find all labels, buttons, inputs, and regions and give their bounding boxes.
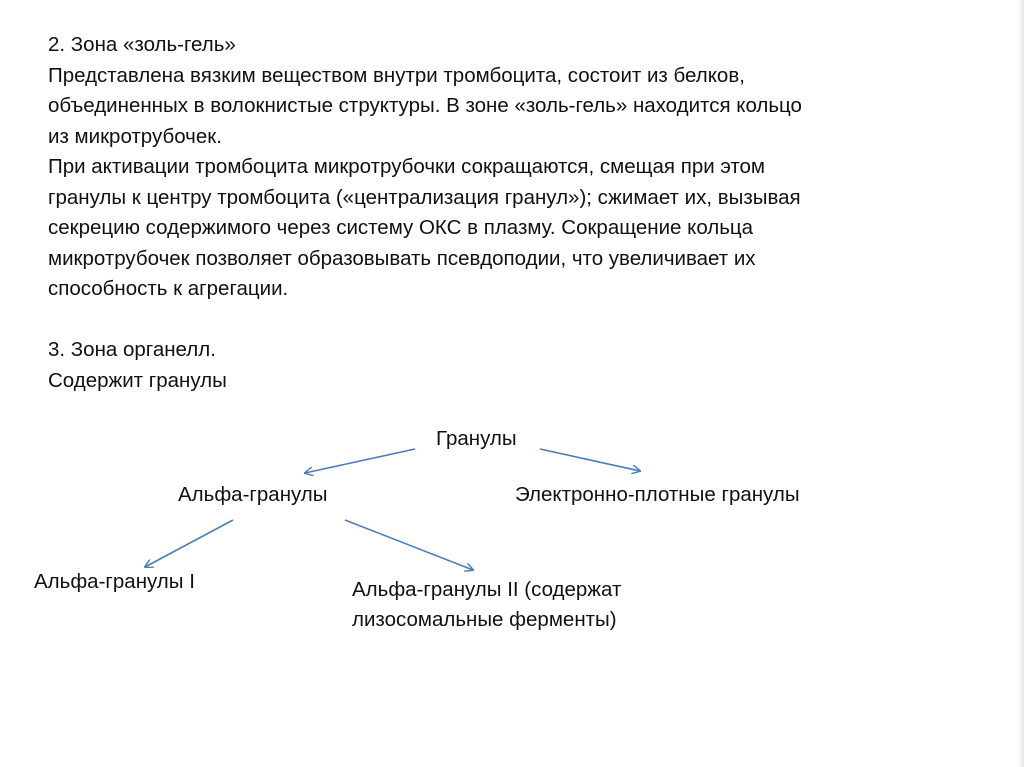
diagram-node-dense: Электронно-плотные гранулы <box>515 483 800 506</box>
diagram-node-alpha1: Альфа-гранулы I <box>34 570 195 593</box>
arrow-root-to-alpha <box>305 449 415 473</box>
diagram-node-alpha: Альфа-гранулы <box>178 483 328 506</box>
section2-heading: 2. Зона «золь-гель» <box>48 33 236 56</box>
section2-paragraph1: Представлена вязким веществом внутри тромбоцита, состоит из белков, объединенных в волокнистые структуры. В зоне «золь-гель» находится кольцо из микротрубочек. <box>48 63 802 148</box>
diagram-node-alpha2: Альфа-гранулы II (содержат лизосомальные ферменты) <box>352 578 622 631</box>
section3-heading: 3. Зона органелл. <box>48 338 216 361</box>
section2-paragraph2: При активации тромбоцита микротрубочки сокращаются, смещая при этом гранулы к центру тромбоцита («централизация гранул»); сжимает их, вызывая секрецию содержимого через систему ОКС в плазму. Сокращение кольца микротрубочек позволяет образовывать псевдоподии, что увеличивает их способность к агрегации. <box>48 155 801 300</box>
section3-subheading: Содержит гранулы <box>48 368 227 392</box>
arrow-root-to-dense <box>540 449 640 471</box>
arrow-alpha-to-alpha1 <box>145 520 233 567</box>
diagram-node-root: Гранулы <box>436 427 517 450</box>
arrow-alpha-to-alpha2 <box>345 520 473 570</box>
